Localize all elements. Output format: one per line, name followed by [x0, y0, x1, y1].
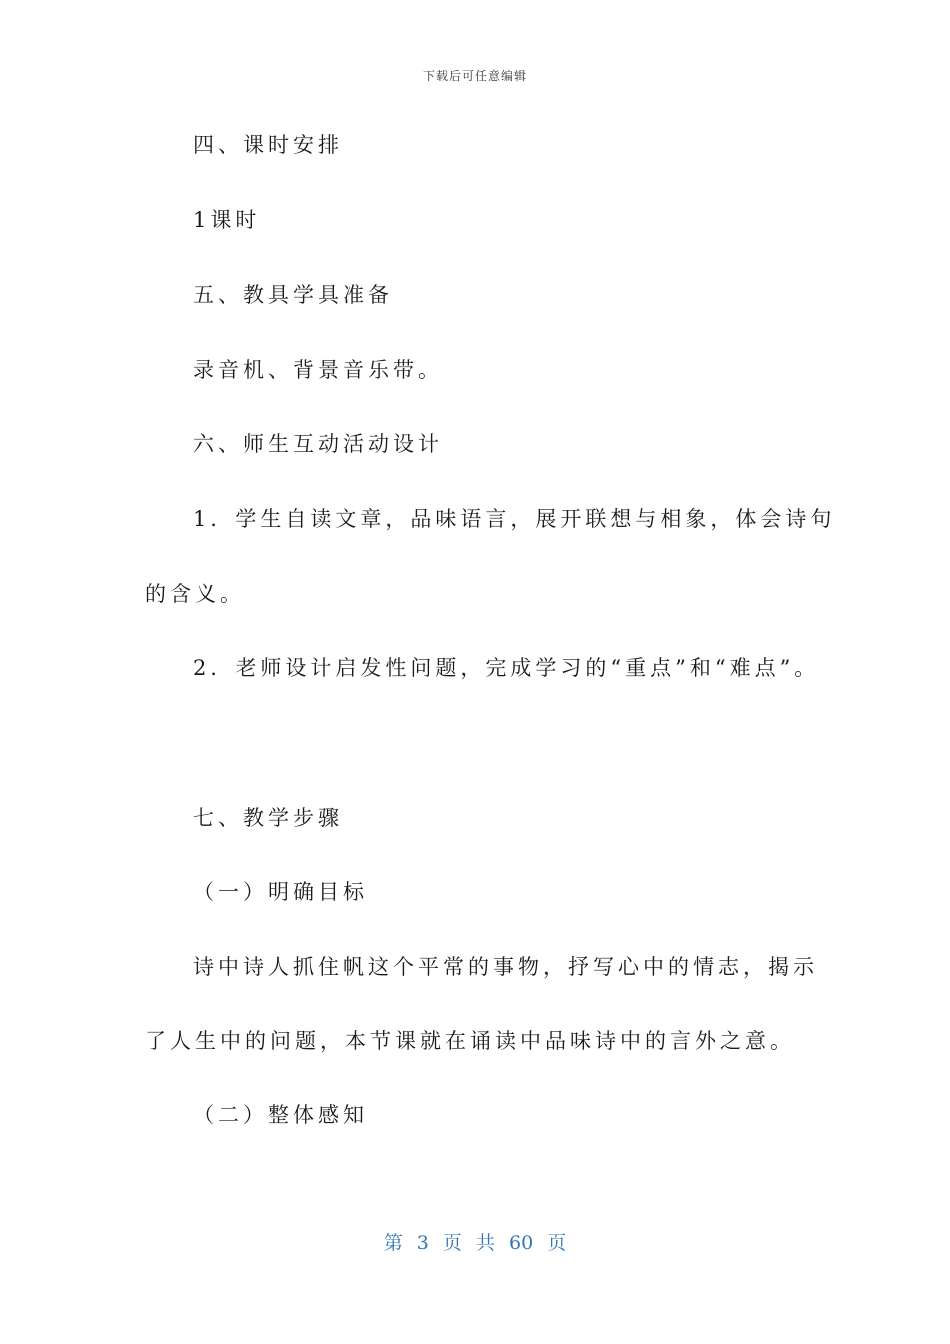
section-heading-activities: 六、师生互动活动设计	[193, 432, 443, 456]
page-header-note: 下载后可任意编辑	[422, 69, 527, 83]
page-number-footer: 第 3 页 共 60 页	[383, 1232, 567, 1254]
paragraph-text: 诗中诗人抓住帆这个平常的事物，抒写心中的情志，揭示	[193, 955, 818, 979]
section-heading-steps: 七、教学步骤	[193, 806, 343, 830]
subsection-heading-overview: （二）整体感知	[193, 1103, 368, 1127]
subsection-heading-goals: （一）明确目标	[193, 880, 368, 904]
section-heading-schedule: 四、课时安排	[193, 133, 343, 157]
list-item-text: 2．老师设计启发性问题，完成学习的“重点”和“难点”。	[193, 656, 820, 680]
list-item-text-continued: 的含义。	[145, 582, 245, 606]
list-item-text: 1．学生自读文章，品味语言，展开联想与相象，体会诗句	[193, 507, 836, 531]
section-heading-materials: 五、教具学具准备	[193, 283, 393, 307]
paragraph-text-continued: 了人生中的问题，本节课就在诵读中品味诗中的言外之意。	[145, 1029, 795, 1053]
paragraph-text: 录音机、背景音乐带。	[193, 358, 443, 382]
paragraph-text: 1课时	[193, 208, 261, 232]
